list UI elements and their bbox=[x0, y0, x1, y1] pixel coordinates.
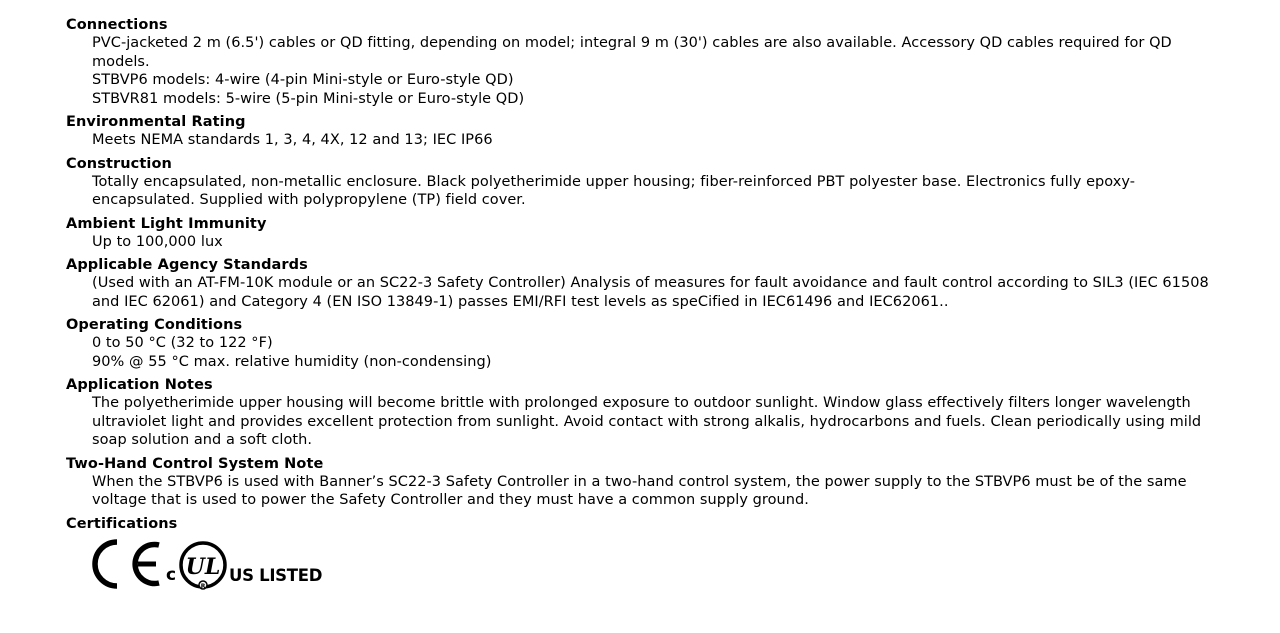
section-heading: Operating Conditions bbox=[66, 317, 243, 333]
section-body bbox=[66, 131, 1216, 150]
section-line: The polyetherimide upper housing will become brittle with prolonged exposure to outdoor sunlight. Window glass effectively filters longer wavelength ultraviolet light and provides excellent protection from sunlight. Avoid contact with strong alkalis, hydrocarbons and fuels. Clean periodically using mild soap solution and a soft cloth. bbox=[92, 395, 1202, 448]
section-line: Up to 100,000 lux bbox=[92, 233, 223, 250]
ul-listed-icon bbox=[181, 543, 225, 590]
section-body bbox=[66, 394, 1216, 450]
certification-marks-svg bbox=[90, 537, 330, 593]
section-line: 0 to 50 °C (32 to 122 °F) bbox=[92, 335, 273, 351]
ul-c-prefix: c bbox=[166, 564, 177, 585]
section-line: Meets NEMA standards 1, 3, 4, 4X, 12 and 13; IEC IP66 bbox=[92, 132, 493, 148]
section-line: 90% @ 55 °C max. relative humidity (non-condensing) bbox=[92, 353, 492, 370]
section-body bbox=[66, 173, 1216, 210]
section-line: (Used with an AT-FM-10K module or an SC22-3 Safety Controller) Analysis of measures for fault avoidance and fault control according to SIL3 (IEC 61508 and IEC 62061) and Category 4 (EN ISO 13849-1) passes EMI/RFI test levels as speCified in IEC61496 and IEC62061.. bbox=[92, 275, 1209, 310]
section-connections bbox=[66, 16, 1216, 108]
section-environmental-rating bbox=[66, 113, 1216, 150]
section-heading: Applicable Agency Standards bbox=[66, 257, 308, 273]
section-heading: Two-Hand Control System Note bbox=[66, 455, 324, 472]
certification-logos bbox=[66, 537, 1216, 595]
section-two-hand-control bbox=[66, 455, 1216, 510]
section-heading: Certifications bbox=[66, 515, 178, 532]
section-body bbox=[66, 473, 1216, 510]
ul-us-listed-text: US LISTED bbox=[229, 565, 323, 585]
section-body bbox=[66, 334, 1216, 371]
section-ambient-light-immunity bbox=[66, 215, 1216, 252]
section-agency-standards bbox=[66, 256, 1216, 311]
section-body bbox=[66, 34, 1216, 108]
section-heading: Application Notes bbox=[66, 377, 213, 393]
section-certifications bbox=[66, 515, 1216, 595]
section-line: PVC-jacketed 2 m (6.5') cables or QD fitting, depending on model; integral 9 m (30') cables are also available. Accessory QD cables required for QD models. bbox=[92, 35, 1172, 70]
section-construction bbox=[66, 155, 1216, 210]
section-body bbox=[66, 233, 1216, 252]
section-line: STBVR81 models: 5-wire (5-pin Mini-style or Euro-style QD) bbox=[92, 90, 525, 107]
section-heading: Connections bbox=[66, 17, 168, 33]
section-heading: Construction bbox=[66, 155, 172, 172]
section-application-notes bbox=[66, 376, 1216, 450]
section-operating-conditions bbox=[66, 316, 1216, 371]
section-heading: Environmental Rating bbox=[66, 114, 246, 130]
svg-text:R: R bbox=[200, 582, 206, 590]
section-line: Totally encapsulated, non-metallic enclosure. Black polyetherimide upper housing; fiber-reinforced PBT polyester base. Electronics fully epoxy-encapsulated. Supplied with polypropylene (TP) field cover. bbox=[92, 173, 1136, 208]
section-heading: Ambient Light Immunity bbox=[66, 215, 267, 232]
section-body bbox=[66, 274, 1216, 311]
ul-mark-text: UL bbox=[185, 553, 221, 580]
section-line: When the STBVP6 is used with Banner’s SC22-3 Safety Controller in a two-hand control system, the power supply to the STBVP6 must be of the same voltage that is used to power the Safety Controller and they must have a common supply ground. bbox=[92, 473, 1187, 508]
ce-mark-icon bbox=[95, 542, 159, 586]
spec-document bbox=[66, 16, 1216, 600]
section-line: STBVP6 models: 4-wire (4-pin Mini-style or Euro-style QD) bbox=[92, 72, 514, 88]
